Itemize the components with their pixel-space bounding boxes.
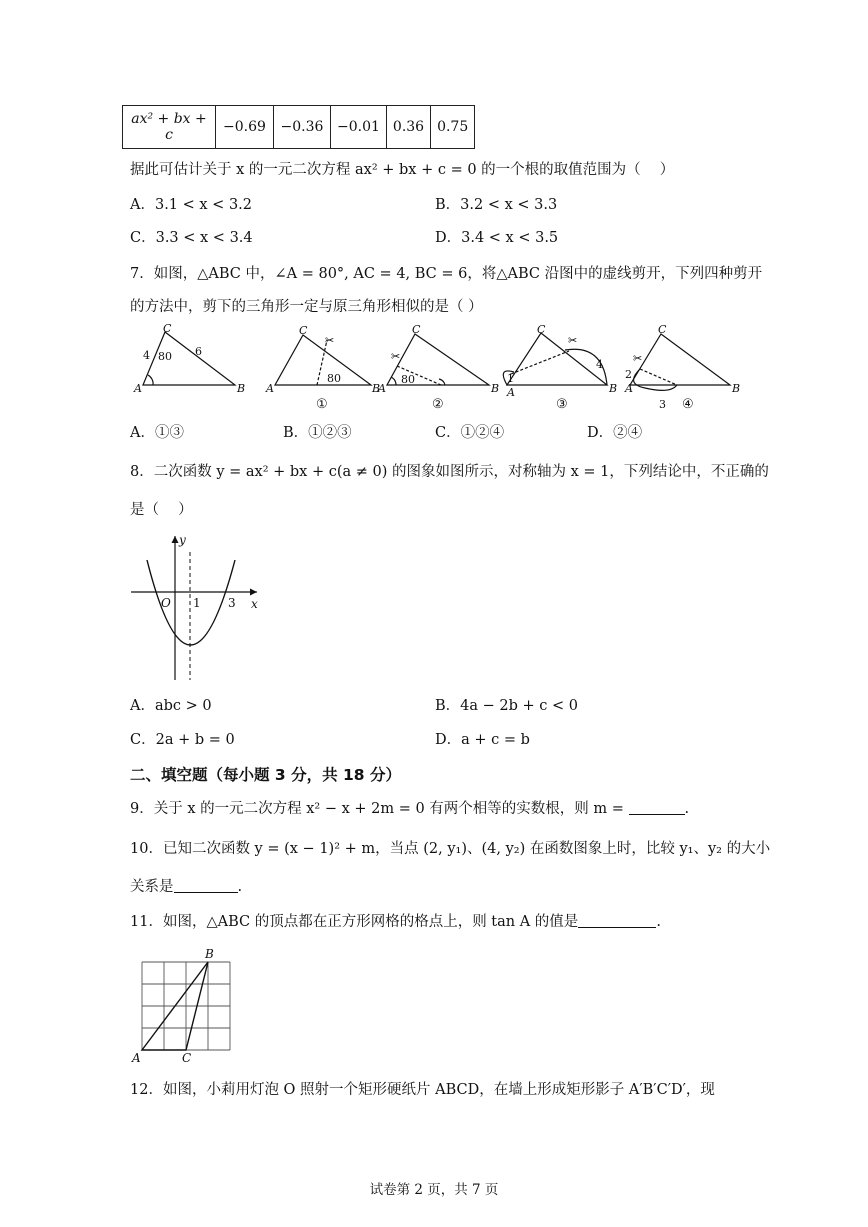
q8-option-b[interactable]: B．4a − 2b + c < 0 bbox=[435, 698, 578, 714]
label-a: A bbox=[132, 1051, 141, 1065]
original-triangle bbox=[143, 332, 235, 385]
q7-triangle-figures bbox=[125, 322, 745, 414]
angle-label: 80 bbox=[327, 372, 341, 385]
label-c: C bbox=[658, 323, 667, 336]
q7-stem-line2: 的方法中，剪下的三角形一定与原三角形相似的是（ ） bbox=[130, 299, 483, 315]
label-a: A bbox=[507, 386, 515, 399]
label-c: C bbox=[299, 324, 308, 337]
label-b: B bbox=[237, 382, 246, 395]
q10-line1: 10．已知二次函数 y = (x − 1)² + m，当点 (2, y₁)、(4, y₂) 在函数图象上时，比较 y₁、y₂ 的大小 bbox=[130, 841, 771, 857]
arc-fig4-b bbox=[645, 385, 677, 390]
label-a: A bbox=[625, 382, 633, 395]
q11-text bbox=[130, 912, 661, 932]
length-label: 3 bbox=[659, 398, 666, 411]
tick-1-label: 1 bbox=[193, 596, 201, 610]
scissors-icon: ✂ bbox=[633, 352, 643, 365]
q11-grid-figure bbox=[128, 944, 240, 1066]
section-title: 二、填空题（每小题 3 分，共 18 分） bbox=[130, 766, 401, 784]
triangle-fig3 bbox=[507, 333, 607, 385]
q8-parabola-graph bbox=[125, 530, 270, 690]
q7-option-d[interactable]: D．②④ bbox=[587, 425, 643, 441]
q6-option-c[interactable]: C．3.3 < x < 3.4 bbox=[130, 230, 253, 246]
side-bc-label: 6 bbox=[195, 345, 202, 358]
table-cell: −0.01 bbox=[331, 106, 387, 149]
q9-text bbox=[130, 799, 689, 819]
q9-end: . bbox=[684, 801, 690, 817]
table-row-label: ax² + bx + c bbox=[123, 106, 216, 149]
scissors-icon: ✂ bbox=[568, 334, 578, 347]
angle-label: 80 bbox=[401, 373, 415, 386]
q8-option-a[interactable]: A．abc > 0 bbox=[130, 698, 212, 714]
label-b: B bbox=[205, 947, 214, 961]
q9-answer-blank[interactable] bbox=[629, 800, 685, 815]
side-ac-label: 4 bbox=[143, 349, 150, 362]
table-cell: −0.69 bbox=[216, 106, 274, 149]
q6-option-b[interactable]: B．3.2 < x < 3.3 bbox=[435, 197, 558, 213]
fig1-label: ① bbox=[316, 397, 328, 412]
table-cell: 0.75 bbox=[431, 106, 475, 149]
q7-option-a[interactable]: A．①③ bbox=[130, 425, 184, 441]
table-row bbox=[123, 106, 475, 149]
label-b: B bbox=[609, 382, 618, 395]
x-label: x bbox=[251, 597, 258, 611]
q7-option-c[interactable]: C．①②④ bbox=[435, 425, 505, 441]
q7-option-b[interactable]: B．①②③ bbox=[283, 425, 352, 441]
label-a: A bbox=[378, 382, 386, 395]
q8-stem-line2: 是（ ） bbox=[130, 502, 193, 518]
fig2-label: ② bbox=[432, 397, 444, 412]
length-label: 2 bbox=[625, 368, 632, 381]
q6-option-d[interactable]: D．3.4 < x < 3.5 bbox=[435, 230, 559, 246]
q7-stem-line1: 7．如图，△ABC 中，∠A = 80°, AC = 4, BC = 6，将△ABC 沿图中的虚线剪开，下列四种剪开 bbox=[130, 266, 763, 282]
q11-end: . bbox=[656, 914, 661, 930]
q10-line2 bbox=[130, 877, 242, 897]
length-label: 4 bbox=[596, 358, 603, 371]
origin-label: O bbox=[161, 596, 171, 610]
page-footer: 试卷第 2 页，共 7 页 bbox=[369, 1182, 499, 1198]
length-label: 1 bbox=[507, 372, 514, 385]
value-table bbox=[122, 105, 475, 149]
label-a: A bbox=[266, 382, 274, 395]
tick-3-label: 3 bbox=[228, 596, 236, 610]
q12-text: 12．如图，小莉用灯泡 O 照射一个矩形硬纸片 ABCD，在墙上形成矩形影子 A′B′C′D′，现 bbox=[130, 1082, 715, 1098]
q9-stem: 9．关于 x 的一元二次方程 x² − x + 2m = 0 有两个相等的实数根，则 m = bbox=[130, 801, 624, 817]
table-cell: −0.36 bbox=[274, 106, 331, 149]
cut-line-fig3 bbox=[511, 351, 569, 374]
q10-answer-blank[interactable] bbox=[174, 878, 238, 893]
label-b: B bbox=[491, 382, 500, 395]
triangle-fig4 bbox=[630, 334, 730, 385]
scissors-icon: ✂ bbox=[325, 334, 335, 347]
q6-stem: 据此可估计关于 x 的一元二次方程 ax² + bx + c = 0 的一个根的取值范围为（ ） bbox=[130, 162, 675, 178]
q6-option-a[interactable]: A．3.1 < x < 3.2 bbox=[130, 197, 253, 213]
y-label: y bbox=[179, 533, 186, 547]
q8-option-d[interactable]: D．a + c = b bbox=[435, 732, 530, 748]
label-c: C bbox=[163, 322, 172, 335]
label-b: B bbox=[372, 382, 381, 395]
label-b: B bbox=[732, 382, 741, 395]
q11-stem: 11．如图，△ABC 的顶点都在正方形网格的格点上，则 tan A 的值是 bbox=[130, 914, 579, 930]
label-c: C bbox=[182, 1051, 192, 1065]
fig3-label: ③ bbox=[556, 397, 568, 412]
cut-line-fig4 bbox=[640, 369, 677, 385]
q8-stem-line1: 8．二次函数 y = ax² + bx + c(a ≠ 0) 的图象如图所示，对称轴为 x = 1，下列结论中，不正确的 bbox=[130, 464, 769, 480]
fig4-label: ④ bbox=[682, 397, 694, 412]
scissors-icon: ✂ bbox=[391, 350, 401, 363]
label-c: C bbox=[412, 323, 421, 336]
angle-label: 80 bbox=[158, 350, 172, 363]
q8-option-c[interactable]: C．2a + b = 0 bbox=[130, 732, 235, 748]
q11-answer-blank[interactable] bbox=[578, 913, 656, 928]
table-cell: 0.36 bbox=[386, 106, 430, 149]
label-a: A bbox=[134, 382, 142, 395]
q10-end: . bbox=[237, 879, 243, 895]
label-c: C bbox=[537, 323, 546, 336]
q10-stem: 关系是 bbox=[130, 879, 174, 895]
